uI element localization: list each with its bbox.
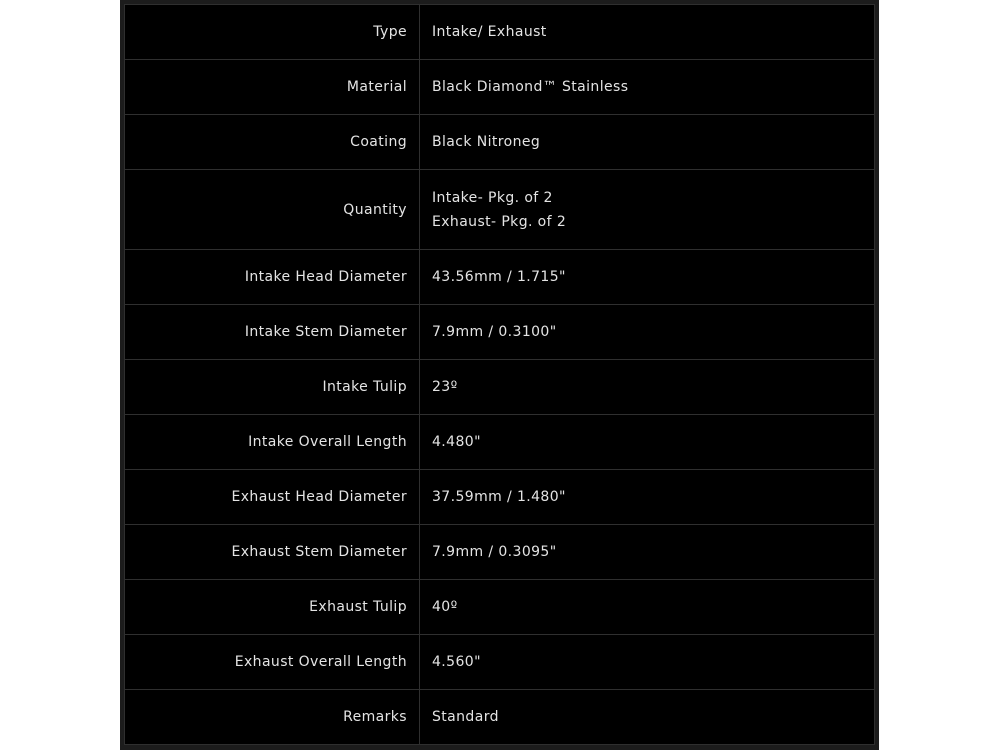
spec-label-quantity: Quantity (125, 170, 420, 250)
spec-label-exhaust-tulip: Exhaust Tulip (125, 580, 420, 635)
spec-value-intake-tulip: 23º (420, 360, 875, 415)
table-row (125, 305, 875, 360)
spec-value-intake-overall-length: 4.480" (420, 415, 875, 470)
spec-label-coating: Coating (125, 115, 420, 170)
spec-label-intake-tulip: Intake Tulip (125, 360, 420, 415)
table-row (125, 115, 875, 170)
spec-label-material: Material (125, 60, 420, 115)
quantity-exhaust-line: Exhaust- Pkg. of 2 (432, 213, 567, 230)
spec-value-exhaust-tulip: 40º (420, 580, 875, 635)
table-row (125, 690, 875, 745)
spec-value-exhaust-head-diameter: 37.59mm / 1.480" (420, 470, 875, 525)
table-row (125, 415, 875, 470)
spec-value-coating: Black Nitroneg (420, 115, 875, 170)
spec-label-intake-stem-diameter: Intake Stem Diameter (125, 305, 420, 360)
spec-value-intake-stem-diameter: 7.9mm / 0.3100" (420, 305, 875, 360)
spec-value-material: Black Diamond™ Stainless (420, 60, 875, 115)
spec-value-exhaust-stem-diameter: 7.9mm / 0.3095" (420, 525, 875, 580)
spec-value-type: Intake/ Exhaust (420, 5, 875, 60)
spec-value-remarks: Standard (420, 690, 875, 745)
table-row (125, 250, 875, 305)
spec-value-quantity (420, 170, 875, 250)
table-row (125, 360, 875, 415)
table-row (125, 470, 875, 525)
spec-label-exhaust-overall-length: Exhaust Overall Length (125, 635, 420, 690)
spec-label-exhaust-stem-diameter: Exhaust Stem Diameter (125, 525, 420, 580)
spec-label-intake-overall-length: Intake Overall Length (125, 415, 420, 470)
spec-label-type: Type (125, 5, 420, 60)
spec-label-exhaust-head-diameter: Exhaust Head Diameter (125, 470, 420, 525)
specifications-table (124, 4, 875, 745)
spec-value-exhaust-overall-length: 4.560" (420, 635, 875, 690)
spec-label-intake-head-diameter: Intake Head Diameter (125, 250, 420, 305)
table-row (125, 580, 875, 635)
table-row (125, 635, 875, 690)
table-row (125, 60, 875, 115)
table-row (125, 170, 875, 250)
table-row (125, 525, 875, 580)
spec-value-intake-head-diameter: 43.56mm / 1.715" (420, 250, 875, 305)
table-row (125, 5, 875, 60)
quantity-intake-line: Intake- Pkg. of 2 (432, 189, 553, 206)
spec-label-remarks: Remarks (125, 690, 420, 745)
spec-panel (120, 0, 879, 750)
